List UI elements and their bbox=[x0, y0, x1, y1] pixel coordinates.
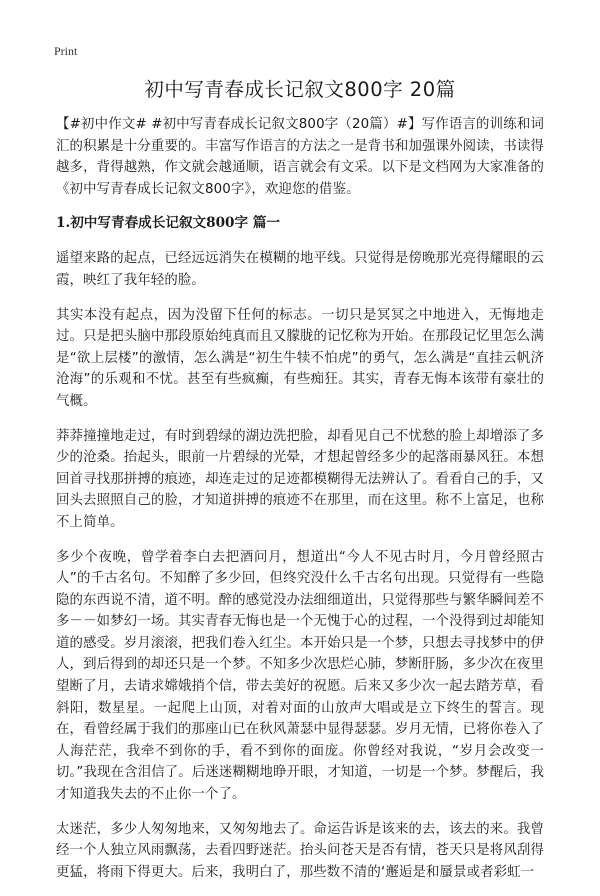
body-paragraph: 莽莽撞撞地走过，有时到碧绿的湖边洗把脸，却看见自己不忧愁的脸上却增添了多少的沧桑。抬起头，眼前一片碧绿的光晕，才想起曾经多少的起落雨暴风狂。本想回首寻找那拼搏的痕迹，却连走过的足迹都模糊得无法辨认了。看看自己的手，又回头去照照自己的脸，才知道拼搏的痕迹不在那里，而在这里。称不上富足，也称不上简单。 bbox=[56, 428, 544, 530]
body-paragraph: 遥望来路的起点，已经远远消失在模糊的地平线。只觉得是傍晚那光亮得耀眼的云霞，映红了我年轻的脸。 bbox=[56, 251, 544, 288]
section-heading: 1.初中写青春成长记叙文800字 篇一 bbox=[56, 215, 281, 232]
print-label: Print bbox=[54, 44, 78, 58]
document-body bbox=[56, 114, 544, 896]
body-paragraph: 多少个夜晚，曾学着李白去把酒问月，想道出“今人不见古时月，今月曾经照古人”的千古名句。不知醉了多少回，但终究没什么千古名句出现。只觉得有一些隐隐的东西说不清，道不明。醉的感觉没办法细细道出，只觉得那些与繁华瞬间差不多－－如梦幻一场。其实青春无悔也是一个无愧于心的过程，一个没得到过却能知道的感受。岁月滚滚，把我们卷入红尘。本开始只是一个梦，只想去寻找梦中的伊人，到后得到的却还只是一个梦。不知多少次思烂心肺，梦断肝肠，多少次在夜里望断了月，去请求嫦娥捎个信，带去美好的祝愿。后来又多少次一起去踏芳草，看斜阳，数星星。一起爬上山顶，对着对面的山放声大唱或是立下终生的誓言。现在，看曾经属于我们的那座山已在秋风萧瑟中显得瑟瑟。岁月无情，已将你卷入了人海茫茫，我牵不到你的手，看不到你的面庞。你曾经对我说，“岁月会改变一切。”我现在含泪信了。后迷迷糊糊地睁开眼，才知道，一切是一个梦。梦醒后，我才知道我失去的不止你一个了。 bbox=[56, 549, 544, 803]
intro-paragraph: 【#初中作文# #初中写青春成长记叙文800字（20篇）#】写作语言的训练和词汇的积累是十分重要的。丰富写作语言的方法之一是背书和加强课外阅读，书读得越多，背得越熟，作文就会越通顺，语言就会有文采。以下是文档网为大家准备的《初中写青春成长记叙文800字》，欢迎您的借鉴。 bbox=[56, 117, 544, 197]
document-title: 初中写青春成长记叙文800字 20篇 bbox=[144, 78, 456, 101]
body-paragraph: 太迷茫，多少人匆匆地来，又匆匆地去了。命运告诉是该来的去，该去的来。我曾经一个人独立风雨飘荡，去看四野迷茫。抬头问苍天是否有情，苍天只是将风刮得更猛，将雨下得更大。后来，我明白了，那些数不清的‘邂逅是和蜃景或者彩虹一 bbox=[56, 821, 544, 880]
body-paragraph: 其实本没有起点，因为没留下任何的标志。一切只是冥冥之中地进入，无悔地走过。只是把头脑中那段原始纯真而且又朦胧的记忆称为开始。在那段记忆里怎么满是“欲上层楼”的激情，怎么满是“初生牛犊不怕虎”的勇气，怎么满是“直挂云帆济沧海”的乐观和不忧。甚至有些疯癫，有些痴狂。其实，青春无悔本该带有豪壮的气概。 bbox=[56, 307, 544, 409]
